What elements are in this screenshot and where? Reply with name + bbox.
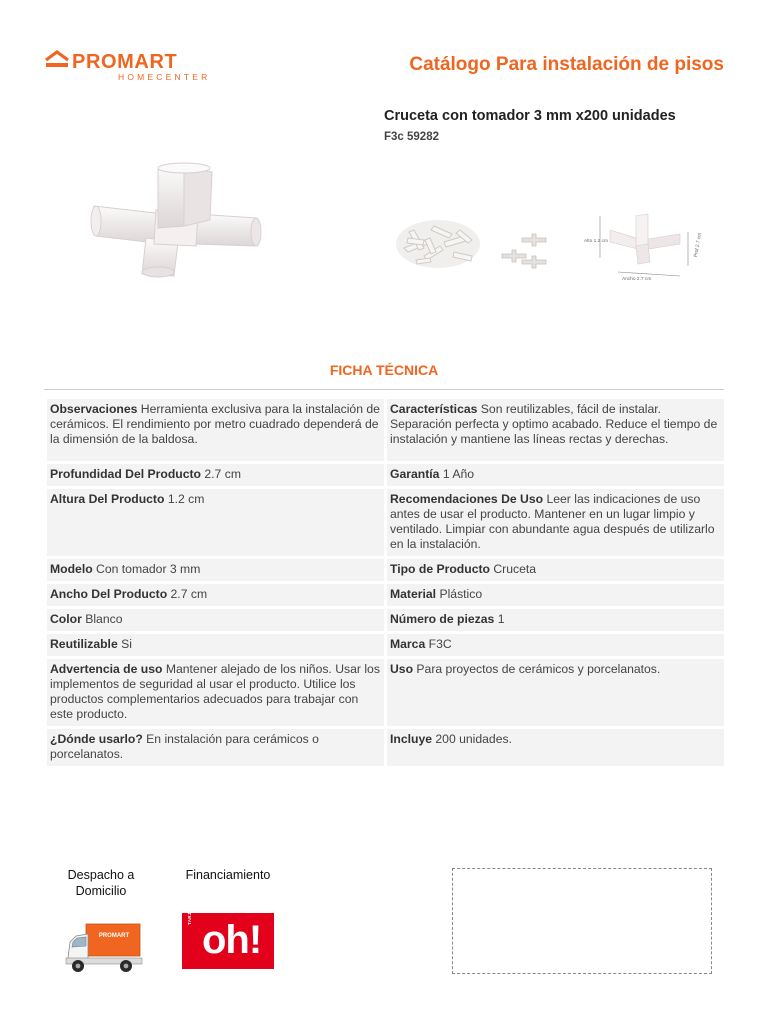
dimension-depth-label: Prof 2.7 cm (693, 232, 704, 258)
spec-value: 1.2 cm (167, 492, 205, 506)
spec-cell (47, 559, 384, 581)
spec-value: 1 Año (442, 467, 475, 481)
spec-cell (47, 464, 384, 486)
spec-label: Número de piezas (390, 612, 495, 626)
spec-value: F3C (428, 637, 452, 651)
promart-logo (44, 50, 211, 86)
spec-label: Incluye (390, 732, 432, 746)
spec-value: Mantener alejado de los niños. Usar los implementos de seguridad al usar el producto. Utilice los productos complementarios adecuados para trabajar con este producto. (50, 662, 380, 721)
divider (44, 389, 724, 390)
product-title: Cruceta con tomador 3 mm x200 unidades (384, 108, 676, 124)
card-text: oh! (202, 918, 262, 962)
spec-label: Recomendaciones De Uso (390, 492, 544, 506)
spec-value: Leer las indicaciones de uso antes de usar el producto. Mantener en un lugar limpio y ventilado. Limpiar con abundante agua después de utilizarlo en la instalación. (390, 492, 715, 551)
spec-cell (47, 489, 384, 556)
table-row (47, 489, 724, 556)
table-row (47, 399, 724, 461)
card-small-text: TARJETA (187, 902, 192, 925)
spec-cell (387, 609, 724, 631)
spec-label: Advertencia de uso (50, 662, 163, 676)
delivery-label: Despacho a Domicilio (67, 868, 135, 898)
oh-card-logo (182, 902, 274, 969)
spec-value: Herramienta exclusiva para la instalación de cerámicos. El rendimiento por metro cuadrado dependerá de la dimensión de la baldosa. (50, 402, 380, 446)
spec-value: Si (121, 637, 132, 651)
spec-cell (47, 609, 384, 631)
spec-value: 200 unidades. (435, 732, 512, 746)
spec-value: Cruceta (493, 562, 537, 576)
spec-value: Para proyectos de cerámicos y porcelanatos. (416, 662, 661, 676)
spec-table (44, 396, 727, 769)
spec-cell (47, 659, 384, 726)
spec-label: Ancho Del Producto (50, 587, 168, 601)
spec-value: En instalación para cerámicos o porcelanatos. (50, 732, 319, 761)
spec-cell (387, 659, 724, 726)
delivery-truck-icon (64, 920, 144, 976)
spec-label: Reutilizable (50, 637, 118, 651)
table-row (47, 729, 724, 766)
spec-cell (387, 489, 724, 556)
spec-cell (387, 399, 724, 461)
table-row (47, 609, 724, 631)
spec-cell (387, 464, 724, 486)
spec-label: ¿Dónde usarlo? (50, 732, 143, 746)
spec-value: Blanco (85, 612, 123, 626)
catalog-title: Catálogo Para instalación de pisos (409, 54, 724, 75)
spec-label: Tipo de Producto (390, 562, 490, 576)
house-roof-icon (44, 50, 70, 72)
spec-value: Con tomador 3 mm (96, 562, 201, 576)
spec-value: 2.7 cm (204, 467, 241, 481)
cross-spacer-image (86, 158, 276, 288)
truck-brand-text: PROMART (98, 933, 130, 939)
spec-label: Profundidad Del Producto (50, 467, 201, 481)
ficha-tecnica-title: FICHA TÉCNICA (329, 362, 439, 378)
dimension-height-label: Alto 1.2 cm (584, 239, 608, 244)
spec-label: Material (390, 587, 437, 601)
spec-cell (47, 634, 384, 656)
brand-subname: HOMECENTER (118, 72, 211, 82)
dimension-diagram-image (580, 210, 704, 286)
dashed-placeholder-box (452, 868, 712, 974)
spec-cell (387, 584, 724, 606)
spec-cell (387, 559, 724, 581)
spec-value: Son reutilizables, fácil de instalar. Separación perfecta y optimo acabado. Reduce el tiempo de instalación y mantiene las líneas rectas y derechas. (390, 402, 718, 446)
spec-label: Altura Del Producto (50, 492, 165, 506)
dimension-width-label: Ancho 2.7 cm (622, 277, 652, 282)
spec-value: 1 (497, 612, 505, 626)
brand-name: PROMART (72, 51, 178, 73)
spec-cell (387, 729, 724, 766)
spec-label: Modelo (50, 562, 93, 576)
spec-cell (47, 399, 384, 461)
table-row (47, 584, 724, 606)
spec-value: 2.7 cm (170, 587, 208, 601)
spec-label: Garantía (390, 467, 440, 481)
spec-label: Color (50, 612, 82, 626)
table-row (47, 559, 724, 581)
spec-label: Características (390, 402, 478, 416)
spacer-pile-image (394, 208, 554, 278)
spec-label: Observaciones (50, 402, 138, 416)
spec-cell (47, 584, 384, 606)
table-row (47, 634, 724, 656)
financing-label: Financiamiento (185, 868, 271, 882)
product-code: F3c 59282 (384, 131, 439, 143)
spec-label: Marca (390, 637, 426, 651)
spec-value: Plástico (439, 587, 483, 601)
table-row (47, 659, 724, 726)
table-row (47, 464, 724, 486)
spec-cell (387, 634, 724, 656)
spec-cell (47, 729, 384, 766)
spec-label: Uso (390, 662, 414, 676)
